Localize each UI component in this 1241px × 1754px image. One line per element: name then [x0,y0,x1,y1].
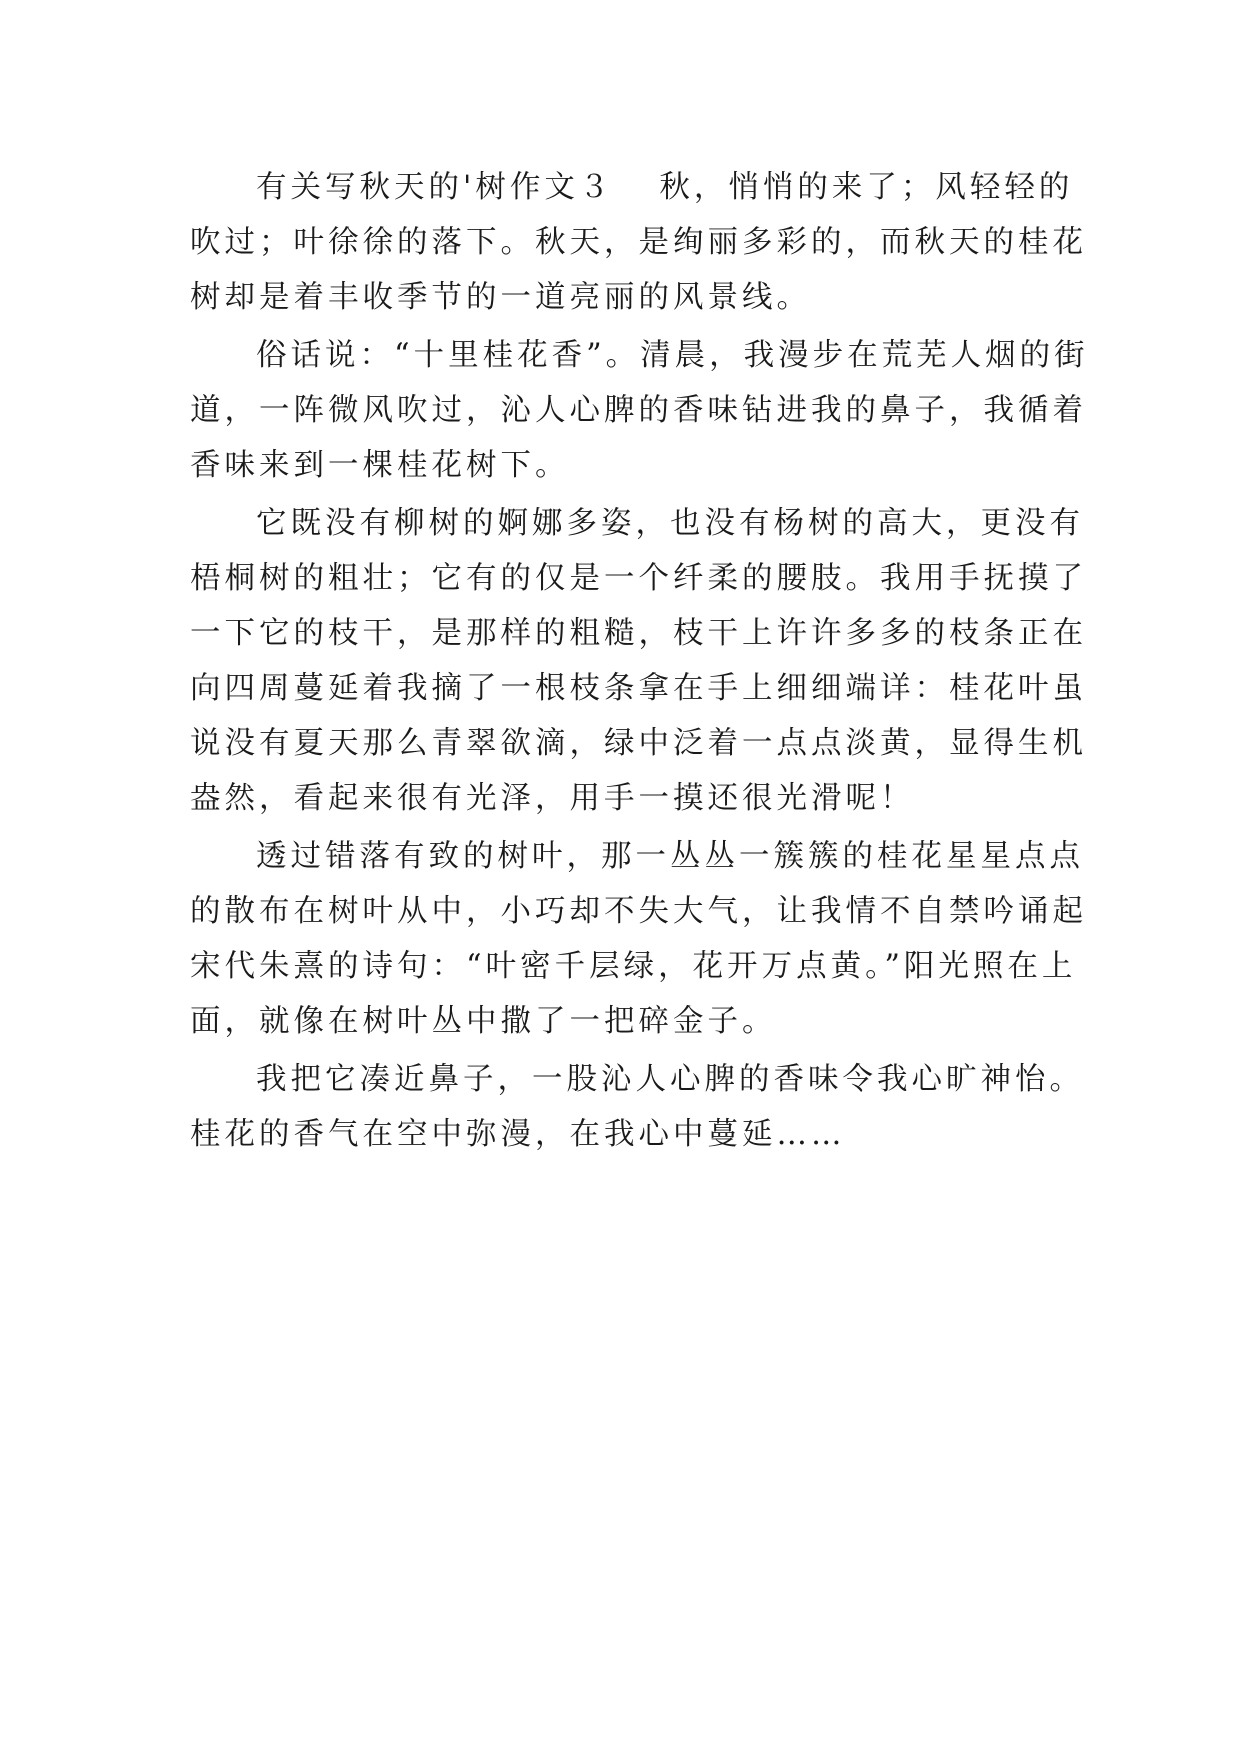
paragraph-3-line-3: 一下它的枝干，是那样的粗糙，枝干上许许多多的枝条正在 [190,616,1087,651]
paragraph-4-line-2: 的散布在树叶从中，小巧却不失大气，让我情不自禁吟诵起 [190,894,1087,929]
essay-title: 有关写秋天的'树作文３ [256,170,614,205]
paragraph-5-line-1: 我把它凑近鼻子，一股沁人心脾的香味令我心旷神怡。 [256,1062,1084,1097]
paragraph-3-line-5: 说没有夏天那么青翠欲滴，绿中泛着一点点淡黄，显得生机 [190,726,1087,761]
paragraph-1-line-1 [190,160,1074,215]
paragraph-2-line-3: 香味来到一棵桂花树下。 [190,448,570,483]
paragraph-2-line-2: 道，一阵微风吹过，沁人心脾的香味钻进我的鼻子，我循着 [190,393,1087,428]
paragraph-4-line-3: 宋代朱熹的诗句：“叶密千层绿，花开万点黄。”阳光照在上 [190,949,1077,984]
paragraph-4-line-1: 透过错落有致的树叶，那一丛丛一簇簇的桂花星星点点 [256,839,1084,874]
paragraph-1-line-2: 吹过；叶徐徐的落下。秋天，是绚丽多彩的，而秋天的桂花 [190,225,1087,260]
paragraph-1-line-3: 树却是着丰收季节的一道亮丽的风景线。 [190,280,811,315]
paragraph-3-line-1: 它既没有柳树的婀娜多姿，也没有杨树的高大，更没有 [256,506,1084,541]
paragraph-3-line-6: 盎然，看起来很有光泽，用手一摸还很光滑呢！ [190,781,915,816]
essay-body [190,160,1089,1162]
paragraph-4-line-4: 面，就像在树叶丛中撒了一把碎金子。 [190,1004,777,1039]
paragraph-3-line-2: 梧桐树的粗壮；它有的仅是一个纤柔的腰肢。我用手抚摸了 [190,561,1087,596]
paragraph-5-line-2: 桂花的香气在空中弥漫，在我心中蔓延…… [190,1117,846,1152]
paragraph-text: 秋，悄悄的来了；风轻轻的 [659,170,1074,205]
paragraph-2-line-1: 俗话说：“十里桂花香”。清晨，我漫步在荒芜人烟的街 [256,338,1089,373]
paragraph-3-line-4: 向四周蔓延着我摘了一根枝条拿在手上细细端详：桂花叶虽 [190,671,1087,706]
